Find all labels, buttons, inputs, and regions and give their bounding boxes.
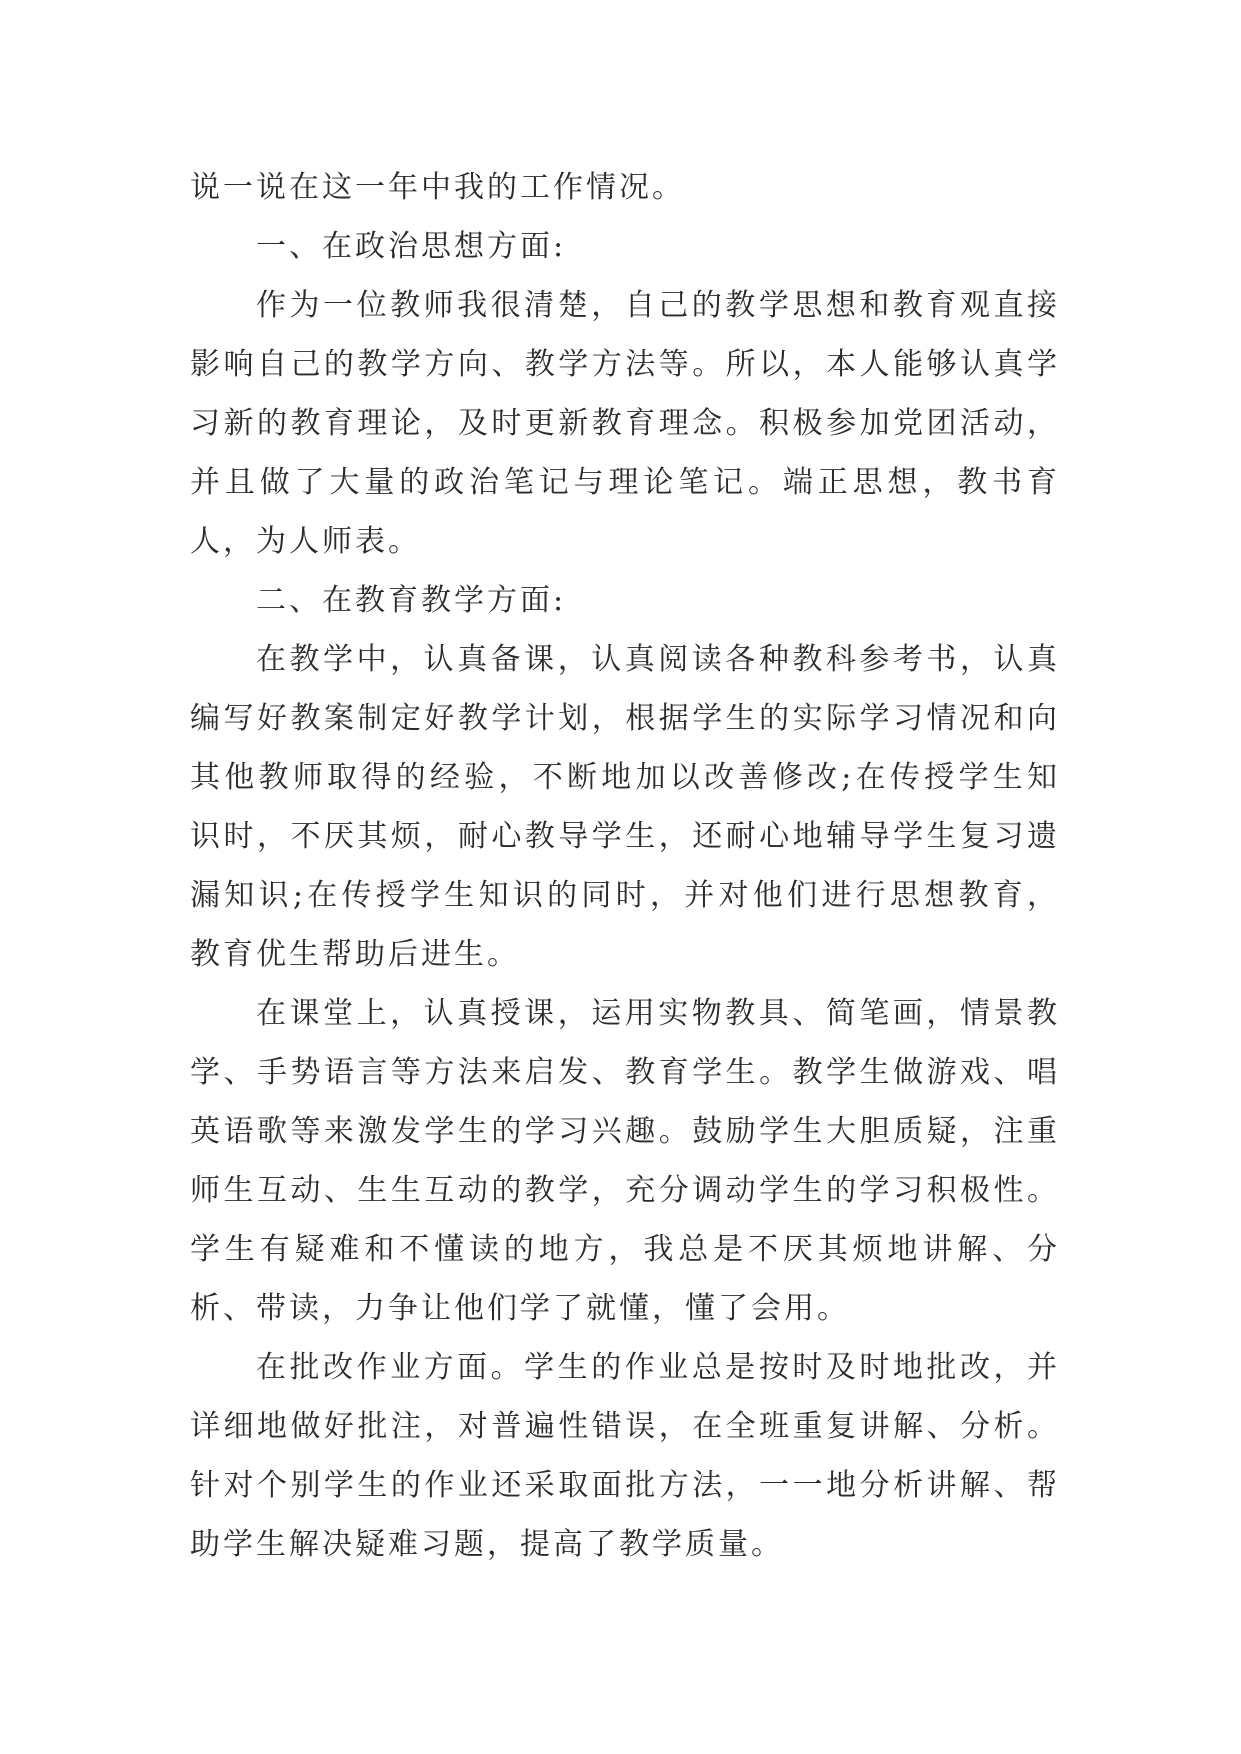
paragraph-teaching: 在教学中，认真备课，认真阅读各种教科参考书，认真编写好教案制定好教学计划，根据学生的实际学习情况和向其他教师取得的经验，不断地加以改善修改;在传授学生知识时，不厌其烦，耐心教导学生，还耐心地辅导学生复习遗漏知识;在传授学生知识的同时，并对他们进行思想教育，教育优生帮助后进生。 (190, 642, 1060, 972)
paragraph-political-thought: 作为一位教师我很清楚，自己的教学思想和教育观直接影响自己的教学方向、教学方法等。所以，本人能够认真学习新的教育理论，及时更新教育理念。积极参加党团活动，并且做了大量的政治笔记与理论笔记。端正思想，教书育人，为人师表。 (190, 288, 1060, 559)
paragraph-homework: 在批改作业方面。学生的作业总是按时及时地批改，并详细地做好批注，对普遍性错误，在全班重复讲解、分析。针对个别学生的作业还采取面批方法，一一地分析讲解、帮助学生解决疑难习题，提高了教学质量。 (190, 1350, 1060, 1562)
heading-education-teaching: 二、在教育教学方面: (256, 583, 567, 618)
heading-political-thought: 一、在政治思想方面: (256, 229, 567, 264)
document-body (190, 158, 1060, 1574)
paragraph-classroom: 在课堂上，认真授课，运用实物教具、简笔画，情景教学、手势语言等方法来启发、教育学生。教学生做游戏、唱英语歌等来激发学生的学习兴趣。鼓励学生大胆质疑，注重师生互动、生生互动的教学，充分调动学生的学习积极性。学生有疑难和不懂读的地方，我总是不厌其烦地讲解、分析、带读，力争让他们学了就懂，懂了会用。 (190, 996, 1060, 1326)
paragraph-intro: 说一说在这一年中我的工作情况。 (190, 170, 685, 205)
